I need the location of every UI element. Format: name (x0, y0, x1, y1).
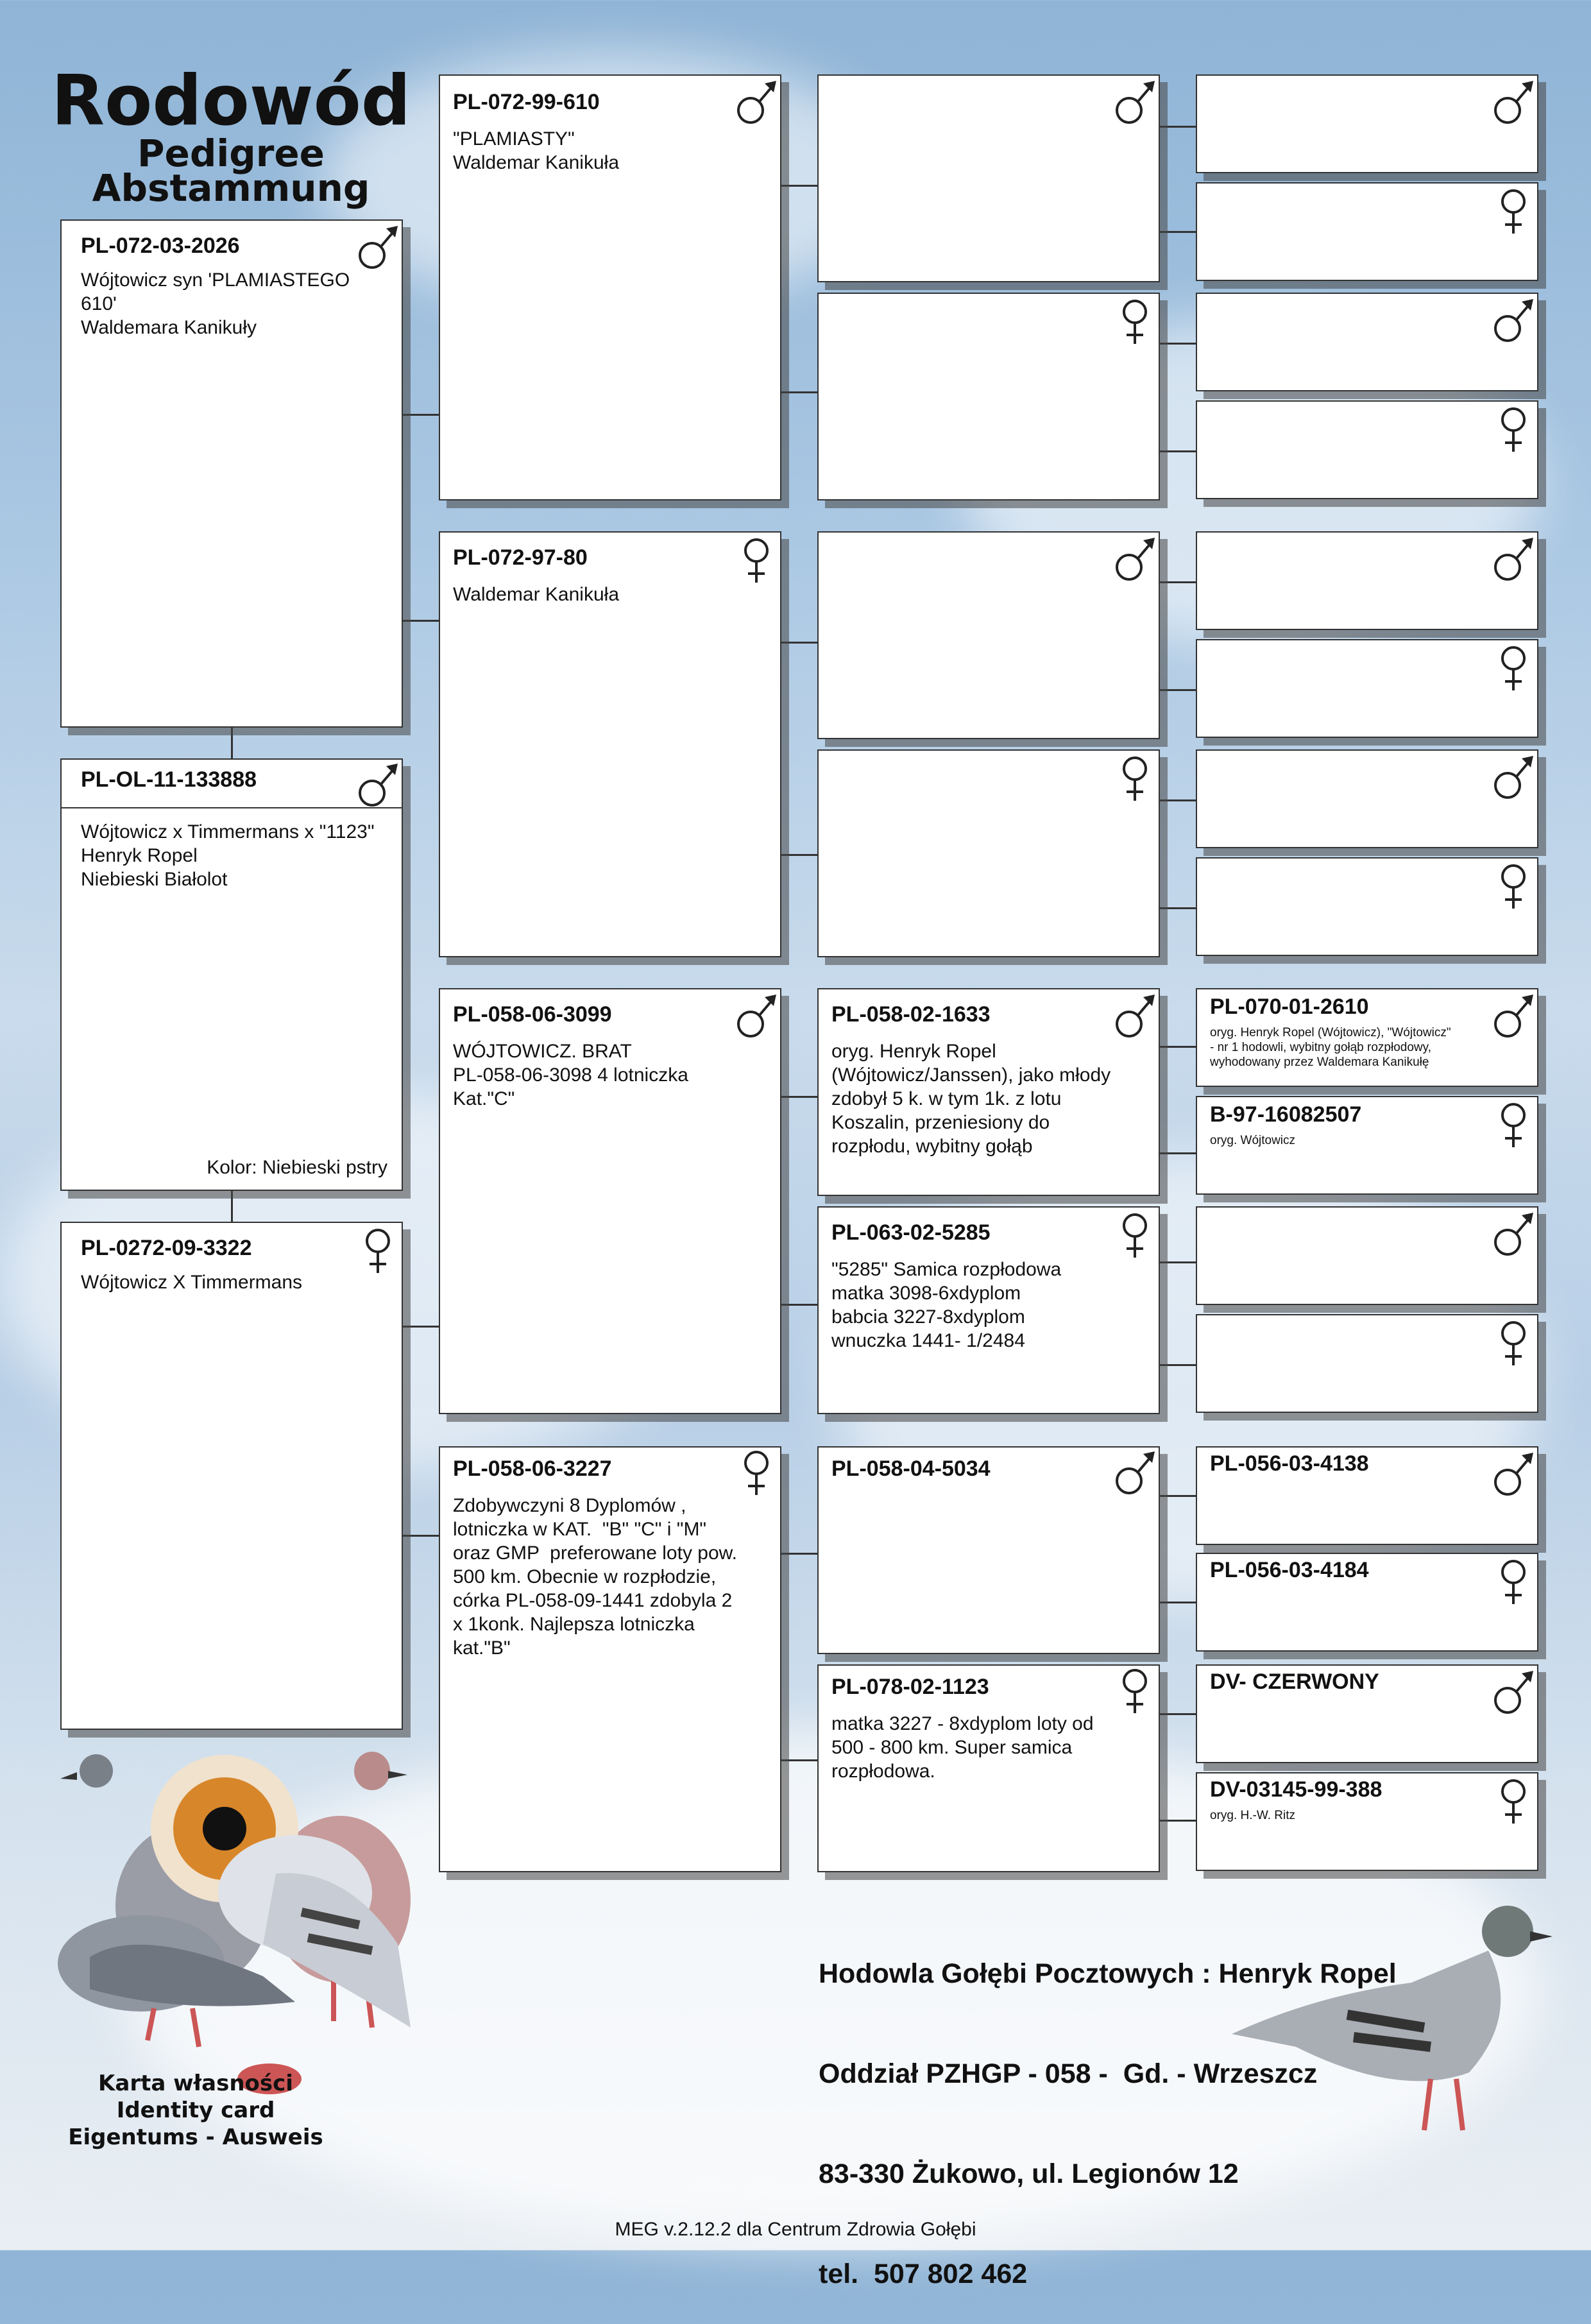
female-icon (1491, 1100, 1536, 1150)
identity-card-line-2: Identity card (116, 2098, 275, 2123)
gen4-card-13 (1196, 1446, 1538, 1545)
female-icon (1112, 296, 1157, 346)
subject-pigeon-card (60, 758, 403, 1191)
gen2-card-4 (439, 1446, 781, 1872)
owner-line-3: 83-330 Żukowo, ul. Legionów 12 (819, 2158, 1239, 2189)
female-icon (1491, 1557, 1536, 1607)
ring-number: PL-058-06-3227 (453, 1457, 612, 1481)
male-icon (1491, 534, 1536, 584)
gen4-card-9 (1196, 988, 1538, 1087)
ring-number: PL-OL-11-133888 (81, 767, 257, 792)
ring-number: PL-070-01-2610 (1210, 995, 1369, 1019)
ring-number: PL-058-06-3099 (453, 1002, 612, 1027)
pigeon-notes: Wójtowicz x Timmermans x "1123" Henryk Ropel Niebieski Białolot (81, 821, 375, 890)
gen3-card-6 (817, 1206, 1160, 1414)
gen4-card-2 (1196, 182, 1538, 281)
gen4-card-12 (1196, 1314, 1538, 1413)
male-icon (734, 77, 779, 127)
pigeon-notes: WÓJTOWICZ. BRAT PL-058-06-3098 4 lotniczka Kat."C" (453, 1041, 688, 1109)
software-credit: MEG v.2.12.2 dla Centrum Zdrowia Gołębi (615, 2219, 976, 2240)
gen2-card-1 (439, 74, 781, 500)
gen4-card-5 (1196, 531, 1538, 630)
pigeon-notes: Waldemar Kanikuła (453, 584, 619, 605)
owner-info (819, 1890, 1397, 2324)
pigeon-notes: Wójtowicz syn 'PLAMIASTEGO 610' Waldemara Kanikuły (81, 269, 350, 338)
ring-number: DV- CZERWONY (1210, 1670, 1379, 1694)
ring-number: PL-063-02-5285 (831, 1220, 991, 1245)
male-icon (1491, 1449, 1536, 1499)
owner-line-2: Oddział PZHGP - 058 - Gd. - Wrzeszcz (819, 2058, 1318, 2089)
pedigree-subtitle-de: Abstammung (92, 166, 370, 210)
gen3-card-8 (817, 1664, 1160, 1872)
ring-number: PL-072-03-2026 (81, 234, 240, 258)
dam-pigeon-card (60, 1222, 403, 1730)
female-icon (1491, 1318, 1536, 1368)
female-icon (355, 1226, 400, 1276)
owner-line-4: tel. 507 802 462 (819, 2259, 1028, 2289)
female-icon (1112, 1666, 1157, 1716)
ring-number: PL-0272-09-3322 (81, 1236, 252, 1260)
pigeon-notes: Zdobywczyni 8 Dyplomów , lotniczka w KAT. "B" "C" i "M" oraz GMP preferowane loty pow. 500 km. Obecnie w rozpłodzie, córka PL-058-09-1441 zdobyla 2 x 1konk. Najlepsza lotniczka kat."B" (453, 1495, 737, 1659)
male-icon (355, 760, 400, 810)
gen3-card-2 (817, 293, 1160, 500)
pigeon-notes: oryg. Wójtowicz (1210, 1134, 1296, 1147)
female-icon (734, 1448, 779, 1498)
male-icon (1112, 534, 1157, 584)
gen4-card-6 (1196, 639, 1538, 738)
pigeon-notes: "5285" Samica rozpłodowa matka 3098-6xdyplom babcia 3227-8xdyplom wnuczka 1441- 1/2484 (831, 1259, 1062, 1351)
identity-card-line-3: Eigentums - Ausweis (68, 2124, 323, 2150)
ring-number: DV-03145-99-388 (1210, 1777, 1383, 1802)
ring-number: PL-056-03-4138 (1210, 1451, 1369, 1476)
gen4-card-14 (1196, 1553, 1538, 1652)
divider (62, 807, 402, 808)
owner-line-1: Hodowla Gołębi Pocztowych : Henryk Ropel (819, 1958, 1397, 1989)
male-icon (1491, 77, 1536, 127)
female-icon (1491, 861, 1536, 911)
pedigree-subtitle-en: Pedigree (137, 132, 325, 175)
male-icon (1112, 991, 1157, 1041)
female-icon (1491, 643, 1536, 693)
ring-number: PL-072-99-610 (453, 90, 600, 114)
male-icon (734, 991, 779, 1041)
pigeon-notes: Wójtowicz X Timmermans (81, 1272, 303, 1293)
female-icon (1112, 1210, 1157, 1260)
male-icon (1112, 77, 1157, 127)
male-icon (1491, 295, 1536, 345)
main-pigeon-card (60, 219, 403, 728)
ring-number: PL-056-03-4184 (1210, 1558, 1369, 1582)
gen4-card-11 (1196, 1206, 1538, 1305)
pigeon-notes: "PLAMIASTY" Waldemar Kanikuła (453, 128, 619, 173)
gen3-card-1 (817, 74, 1160, 282)
male-icon (1112, 1448, 1157, 1498)
ring-number: PL-058-02-1633 (831, 1002, 991, 1027)
gen4-card-8 (1196, 857, 1538, 956)
gen2-card-3 (439, 988, 781, 1414)
gen3-card-3 (817, 531, 1160, 739)
gen3-card-4 (817, 749, 1160, 957)
ring-number: PL-058-04-5034 (831, 1457, 991, 1481)
identity-card-line-1: Karta własności (98, 2071, 293, 2096)
pigeon-color: Kolor: Niebieski pstry (207, 1157, 387, 1178)
gen3-card-7 (817, 1446, 1160, 1654)
pedigree-title: Rodowód (51, 61, 411, 141)
gen2-card-2 (439, 531, 781, 957)
gen4-card-16 (1196, 1772, 1538, 1871)
pigeon-notes: matka 3227 - 8xdyplom loty od 500 - 800 km. Super samica rozpłodowa. (831, 1713, 1094, 1782)
ring-number: B-97-16082507 (1210, 1102, 1362, 1127)
female-icon (1491, 404, 1536, 454)
female-icon (734, 535, 779, 585)
gen4-card-1 (1196, 74, 1538, 173)
gen4-card-7 (1196, 749, 1538, 848)
male-icon (1491, 752, 1536, 802)
male-icon (355, 222, 400, 272)
gen4-card-10 (1196, 1096, 1538, 1195)
pigeon-notes: oryg. Henryk Ropel (Wójtowicz/Janssen), jako młody zdobył 5 k. w tym 1k. z lotu Koszalin, przeniesiony do rozpłodu, wybitny gołąb (831, 1041, 1111, 1157)
gen4-card-3 (1196, 293, 1538, 391)
gen4-card-4 (1196, 400, 1538, 499)
ring-number: PL-078-02-1123 (831, 1675, 989, 1699)
pigeon-notes: oryg. Henryk Ropel (Wójtowicz), "Wójtowicz" - nr 1 hodowli, wybitny gołąb rozpłodowy, wyhodowany przez Waldemara Kanikułę (1210, 1026, 1451, 1069)
identity-card-label (38, 2070, 353, 2151)
pigeon-notes: oryg. H.-W. Ritz (1210, 1809, 1296, 1822)
gen3-card-5 (817, 988, 1160, 1196)
gen4-card-15 (1196, 1664, 1538, 1763)
female-icon (1112, 753, 1157, 803)
male-icon (1491, 1209, 1536, 1259)
ring-number: PL-072-97-80 (453, 545, 588, 570)
female-icon (1491, 1776, 1536, 1826)
female-icon (1491, 186, 1536, 236)
male-icon (1491, 1667, 1536, 1717)
